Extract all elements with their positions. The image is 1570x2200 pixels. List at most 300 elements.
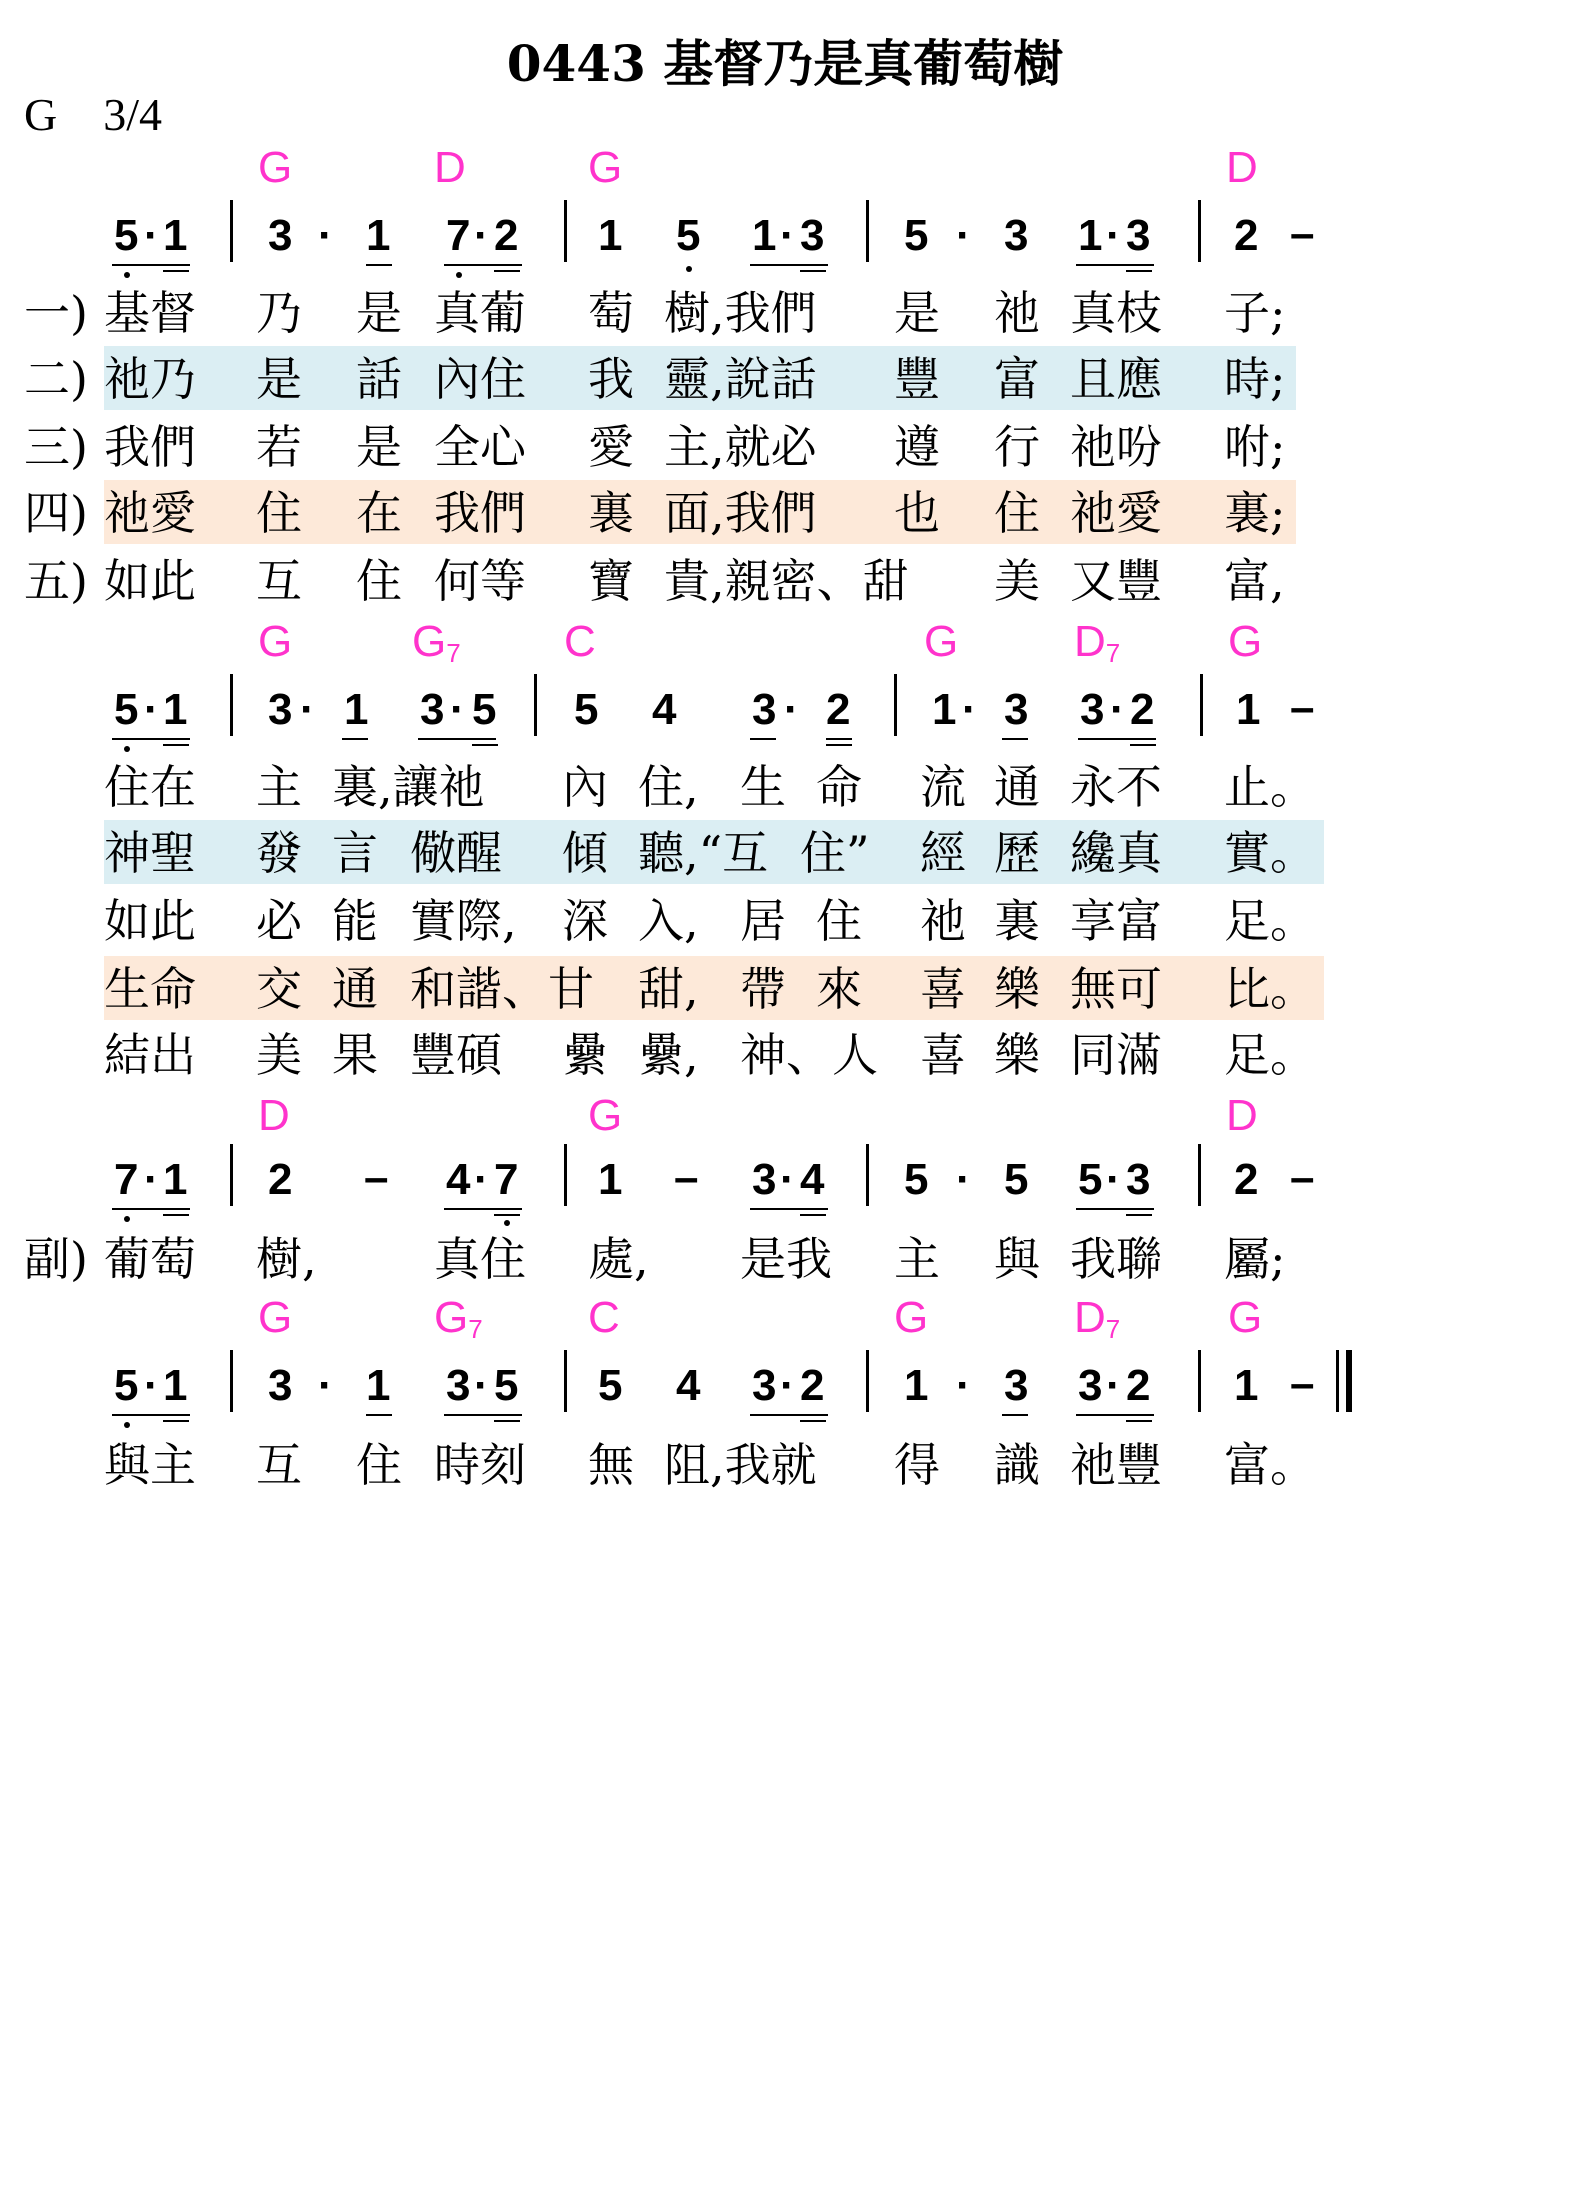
lyric-syllable: 深 xyxy=(562,894,608,948)
note: 3 xyxy=(1004,1361,1029,1410)
low-octave-dot xyxy=(124,272,130,278)
lyric-syllable: 和諧、甘 xyxy=(410,962,594,1016)
underline xyxy=(494,270,520,272)
underline xyxy=(800,270,826,272)
note: 3 xyxy=(420,685,445,734)
lyric-syllable: 如此 xyxy=(104,554,196,608)
underline xyxy=(1078,738,1156,740)
lyric-syllable: 實。 xyxy=(1224,826,1316,880)
chord-symbol: D xyxy=(258,1091,290,1140)
underline xyxy=(1126,270,1152,272)
lyric-syllable: 真葡 xyxy=(434,286,526,340)
note: 3 xyxy=(1078,1361,1103,1410)
chord-symbol: C xyxy=(588,1293,620,1342)
lyric-syllable: 住 xyxy=(256,486,302,540)
note: 4 xyxy=(676,1361,701,1410)
lyric-syllable: 祂愛 xyxy=(1070,486,1162,540)
note: 5 xyxy=(676,211,701,260)
note: 1 xyxy=(904,1361,929,1410)
note-dot: · xyxy=(956,211,971,260)
lyric-syllable: 豐碩 xyxy=(410,1028,502,1082)
chord-extension: 7 xyxy=(1105,638,1121,668)
lyric-syllable: 交 xyxy=(256,962,302,1016)
lyric-syllable: 主 xyxy=(256,760,302,814)
note: 2 xyxy=(494,211,519,260)
lyric-syllable: 通 xyxy=(994,760,1040,814)
lyric-syllable: 聽,“互 xyxy=(638,826,769,880)
lyric-syllable: 神、人 xyxy=(740,1028,878,1082)
lyric-syllable: 與主 xyxy=(104,1438,196,1492)
lyric-syllable: 富。 xyxy=(1224,1438,1316,1492)
chord-symbol: G xyxy=(258,1293,293,1342)
lyric-syllable: 寶 xyxy=(588,554,634,608)
note-dash: – xyxy=(1290,683,1315,732)
final-bar-thin xyxy=(1336,1350,1339,1412)
underline xyxy=(163,270,189,272)
chord-symbol: D xyxy=(1226,143,1258,192)
lyric-syllable: 咐; xyxy=(1224,420,1286,474)
note-dot: · xyxy=(784,685,799,734)
lyric-syllable: 又豐 xyxy=(1070,554,1162,608)
note-dot: · xyxy=(780,211,795,260)
note-dot: · xyxy=(144,1361,159,1410)
lyric-syllable: 真枝 xyxy=(1070,286,1162,340)
lyric-syllable: 結出 xyxy=(104,1028,196,1082)
verse-label: 三) xyxy=(24,420,88,474)
lyric-syllable: 祂愛 xyxy=(104,486,196,540)
note: 3 xyxy=(268,1361,293,1410)
note: 5 xyxy=(1004,1155,1029,1204)
bar-line xyxy=(230,674,233,736)
chord-symbol: G xyxy=(924,617,959,666)
note-dot: · xyxy=(450,685,465,734)
chord-symbol: G xyxy=(1228,617,1263,666)
lyric-syllable: 傾 xyxy=(562,826,608,880)
note-dot: · xyxy=(1110,685,1125,734)
lyric-syllable: 祂吩 xyxy=(1070,420,1162,474)
note-dash: – xyxy=(1290,1153,1315,1202)
lyric-syllable: 足。 xyxy=(1224,894,1316,948)
lyric-syllable: 識 xyxy=(994,1438,1040,1492)
lyric-syllable: 甜, xyxy=(638,962,699,1016)
underline xyxy=(163,1420,189,1422)
lyric-syllable: 神聖 xyxy=(104,826,196,880)
lyric-syllable: 喜 xyxy=(920,962,966,1016)
lyric-syllable: 貴,親密、甜 xyxy=(664,554,909,608)
note-dot: · xyxy=(474,211,489,260)
lyric-syllable: 我們 xyxy=(104,420,196,474)
chord-symbol: G xyxy=(258,617,293,666)
note: 1 xyxy=(163,1361,188,1410)
chord-extension: 7 xyxy=(446,638,461,668)
note-dot: · xyxy=(474,1361,489,1410)
note: 2 xyxy=(800,1361,825,1410)
underline xyxy=(472,744,498,746)
underline xyxy=(1002,738,1028,740)
chord-symbol: G xyxy=(588,143,623,192)
note: 5 xyxy=(904,211,929,260)
lyric-syllable: 是我 xyxy=(740,1232,832,1286)
low-octave-dot xyxy=(124,1216,130,1222)
underline xyxy=(444,1414,522,1416)
lyric-syllable: 且應 xyxy=(1070,352,1162,406)
note: 7 xyxy=(114,1155,139,1204)
note-dot: · xyxy=(956,1361,971,1410)
lyric-syllable: 住 xyxy=(356,554,402,608)
lyric-syllable: 互 xyxy=(256,1438,302,1492)
underline xyxy=(1076,1414,1154,1416)
note: 3 xyxy=(752,685,777,734)
chord-symbol xyxy=(412,617,461,668)
note-dot: · xyxy=(144,211,159,260)
underline xyxy=(163,1214,189,1216)
lyric-syllable: 在 xyxy=(356,486,402,540)
chorus-label: 副) xyxy=(24,1232,88,1286)
note: 7 xyxy=(494,1155,519,1204)
note: 5 xyxy=(472,685,497,734)
note: 2 xyxy=(1234,211,1259,260)
bar-line xyxy=(534,674,537,736)
note: 1 xyxy=(1078,211,1103,260)
chord-symbol: G xyxy=(258,143,293,192)
lyric-syllable: 儆醒 xyxy=(410,826,502,880)
note: 5 xyxy=(1078,1155,1103,1204)
note: 1 xyxy=(598,1155,623,1204)
lyric-syllable: 得 xyxy=(894,1438,940,1492)
note: 3 xyxy=(1080,685,1105,734)
chord-symbol: G xyxy=(894,1293,929,1342)
lyric-syllable: 是 xyxy=(894,286,940,340)
note: 4 xyxy=(446,1155,471,1204)
lyric-syllable: 裏; xyxy=(1224,486,1286,540)
note: 5 xyxy=(494,1361,519,1410)
lyric-syllable: 來 xyxy=(816,962,862,1016)
lyric-syllable: 愛 xyxy=(588,420,634,474)
chord-root: D xyxy=(1074,617,1106,666)
note: 2 xyxy=(1126,1361,1151,1410)
note: 3 xyxy=(752,1155,777,1204)
note: 1 xyxy=(163,1155,188,1204)
lyric-syllable: 時; xyxy=(1224,352,1286,406)
note: 1 xyxy=(163,211,188,260)
underline xyxy=(342,738,368,740)
note: 3 xyxy=(800,211,825,260)
underline xyxy=(494,1420,520,1422)
lyric-syllable: 富 xyxy=(994,352,1040,406)
low-octave-dot xyxy=(686,266,692,272)
bar-line xyxy=(866,1144,869,1206)
lyric-syllable: 言 xyxy=(332,826,378,880)
note-dot: · xyxy=(780,1155,795,1204)
verse-label: 一) xyxy=(24,286,88,340)
low-octave-dot xyxy=(456,272,462,278)
lyric-syllable: 子; xyxy=(1224,286,1286,340)
lyric-syllable: 祂 xyxy=(994,286,1040,340)
lyric-syllable: 命 xyxy=(816,760,862,814)
note: 1 xyxy=(932,685,957,734)
chord-symbol: C xyxy=(564,617,596,666)
lyric-syllable: 萄 xyxy=(588,286,634,340)
lyric-syllable: 葡萄 xyxy=(104,1232,196,1286)
lyric-syllable: 樹,我們 xyxy=(664,286,817,340)
note-dash: – xyxy=(1290,209,1315,258)
underline xyxy=(112,1414,190,1416)
lyric-syllable: 靈,說話 xyxy=(664,352,817,406)
bar-line xyxy=(894,674,897,736)
note: 3 xyxy=(268,211,293,260)
time-signature: 3/4 xyxy=(103,89,163,140)
lyric-syllable: 永不 xyxy=(1070,760,1162,814)
underline xyxy=(800,1420,826,1422)
lyric-syllable: 入, xyxy=(638,894,699,948)
lyric-syllable: 富, xyxy=(1224,554,1285,608)
verse-label: 四) xyxy=(24,486,88,540)
note: 2 xyxy=(826,685,851,734)
underline xyxy=(418,738,496,740)
lyric-syllable: 喜 xyxy=(920,1028,966,1082)
underline xyxy=(163,744,189,746)
lyric-syllable: 阻,我就 xyxy=(664,1438,817,1492)
bar-line xyxy=(1198,1350,1201,1412)
lyric-syllable: 同滿 xyxy=(1070,1028,1162,1082)
lyric-syllable: 內住 xyxy=(434,352,526,406)
lyric-syllable: 是 xyxy=(356,420,402,474)
lyric-syllable: 生命 xyxy=(104,962,196,1016)
note: 1 xyxy=(344,685,369,734)
bar-line xyxy=(866,200,869,262)
lyric-syllable: 無 xyxy=(588,1438,634,1492)
chord-symbol: D xyxy=(434,143,466,192)
underline xyxy=(112,1208,190,1210)
chord-symbol: G xyxy=(588,1091,623,1140)
lyric-syllable: 遵 xyxy=(894,420,940,474)
chord-extension: 7 xyxy=(468,1314,483,1344)
note-dot: · xyxy=(962,685,977,734)
bar-line xyxy=(230,200,233,262)
note: 1 xyxy=(1236,685,1261,734)
lyric-syllable: 話 xyxy=(356,352,402,406)
hymn-title: 0443 基督乃是真葡萄樹 xyxy=(506,34,1064,93)
note-dot: · xyxy=(144,685,159,734)
note: 1 xyxy=(366,211,391,260)
lyric-syllable: 住 xyxy=(356,1438,402,1492)
underline xyxy=(750,264,828,266)
chord-root: G xyxy=(412,617,447,666)
underline xyxy=(1126,1420,1152,1422)
note: 3 xyxy=(1004,211,1029,260)
lyric-syllable: 比。 xyxy=(1224,962,1316,1016)
note: 3 xyxy=(268,685,293,734)
chord-symbol xyxy=(1074,617,1121,668)
note-dot: · xyxy=(318,211,333,260)
underline xyxy=(1002,1414,1028,1416)
note-dot: · xyxy=(144,1155,159,1204)
note-dot: · xyxy=(1106,1361,1121,1410)
bar-line xyxy=(564,200,567,262)
lyric-syllable: 歷 xyxy=(994,826,1040,880)
underline xyxy=(826,738,852,740)
bar-line xyxy=(230,1144,233,1206)
note: 3 xyxy=(1126,211,1151,260)
lyric-syllable: 美 xyxy=(256,1028,302,1082)
underline xyxy=(750,1414,828,1416)
underline xyxy=(826,744,852,746)
note-dash: – xyxy=(364,1153,389,1202)
bar-line xyxy=(564,1144,567,1206)
note: 5 xyxy=(598,1361,623,1410)
lyric-syllable: 樹, xyxy=(256,1232,317,1286)
lyric-syllable: 居 xyxy=(740,894,786,948)
lyric-syllable: 豐 xyxy=(894,352,940,406)
underline xyxy=(1076,1208,1154,1210)
chord-symbol: D xyxy=(1226,1091,1258,1140)
lyric-syllable: 住” xyxy=(800,826,870,880)
note: 7 xyxy=(446,211,471,260)
bar-line xyxy=(230,1350,233,1412)
chord-symbol xyxy=(434,1293,483,1344)
lyric-syllable: 何等 xyxy=(434,554,526,608)
note: 3 xyxy=(446,1361,471,1410)
lyric-syllable: 流 xyxy=(920,760,966,814)
key-name: G xyxy=(24,89,58,140)
lyric-syllable: 也 xyxy=(894,486,940,540)
lyric-syllable: 基督 xyxy=(104,286,196,340)
chord-root: D xyxy=(1074,1293,1106,1342)
lyric-syllable: 處, xyxy=(588,1232,649,1286)
low-octave-dot xyxy=(504,1220,510,1226)
underline xyxy=(494,1214,520,1216)
lyric-syllable: 纍, xyxy=(638,1028,699,1082)
underline xyxy=(750,738,776,740)
lyric-syllable: 美 xyxy=(994,554,1040,608)
note: 5 xyxy=(574,685,599,734)
key-signature xyxy=(24,88,208,141)
note: 1 xyxy=(366,1361,391,1410)
note: 2 xyxy=(1234,1155,1259,1204)
note: 3 xyxy=(752,1361,777,1410)
lyric-syllable: 我聯 xyxy=(1070,1232,1162,1286)
low-octave-dot xyxy=(124,1422,130,1428)
underline xyxy=(800,1214,826,1216)
note: 1 xyxy=(598,211,623,260)
lyric-syllable: 是 xyxy=(356,286,402,340)
note-dot: · xyxy=(300,685,315,734)
note: 2 xyxy=(268,1155,293,1204)
lyric-syllable: 纔真 xyxy=(1070,826,1162,880)
note: 3 xyxy=(1004,685,1029,734)
lyric-syllable: 纍 xyxy=(562,1028,608,1082)
lyric-syllable: 互 xyxy=(256,554,302,608)
lyric-syllable: 與 xyxy=(994,1232,1040,1286)
chord-symbol xyxy=(1074,1293,1121,1344)
underline xyxy=(1130,744,1156,746)
lyric-syllable: 內 xyxy=(562,760,608,814)
underline xyxy=(112,264,190,266)
lyric-syllable: 發 xyxy=(256,826,302,880)
lyric-syllable: 住, xyxy=(638,760,699,814)
lyric-syllable: 祂豐 xyxy=(1070,1438,1162,1492)
lyric-syllable: 主,就必 xyxy=(664,420,817,474)
verse-label: 五) xyxy=(24,554,88,608)
note-dot: · xyxy=(780,1361,795,1410)
note-dot: · xyxy=(1106,211,1121,260)
chord-extension: 7 xyxy=(1105,1314,1121,1344)
lyric-syllable: 無可 xyxy=(1070,962,1162,1016)
lyric-syllable: 帶 xyxy=(740,962,786,1016)
lyric-syllable: 生 xyxy=(740,760,786,814)
lyric-syllable: 全心 xyxy=(434,420,526,474)
underline xyxy=(750,1208,828,1210)
note: 4 xyxy=(652,685,677,734)
underline xyxy=(444,264,522,266)
underline xyxy=(366,1414,392,1416)
chord-symbol: G xyxy=(1228,1293,1263,1342)
bar-line xyxy=(1198,1144,1201,1206)
lyric-syllable: 真住 xyxy=(434,1232,526,1286)
lyric-syllable: 住 xyxy=(994,486,1040,540)
note: 5 xyxy=(114,1361,139,1410)
lyric-syllable: 行 xyxy=(994,420,1040,474)
lyric-syllable: 面,我們 xyxy=(664,486,817,540)
lyric-syllable: 是 xyxy=(256,352,302,406)
lyric-syllable: 實際, xyxy=(410,894,517,948)
lyric-syllable: 經 xyxy=(920,826,966,880)
lyric-syllable: 能 xyxy=(332,894,378,948)
note-dot: · xyxy=(1106,1155,1121,1204)
note: 1 xyxy=(752,211,777,260)
lyric-syllable: 屬; xyxy=(1224,1232,1286,1286)
bar-line xyxy=(1200,674,1203,736)
lyric-syllable: 祂乃 xyxy=(104,352,196,406)
lyric-syllable: 必 xyxy=(256,894,302,948)
lyric-syllable: 祂 xyxy=(920,894,966,948)
lyric-syllable: 住 xyxy=(816,894,862,948)
bar-line xyxy=(866,1350,869,1412)
lyric-syllable: 我 xyxy=(588,352,634,406)
lyric-syllable: 享富 xyxy=(1070,894,1162,948)
note: 3 xyxy=(1126,1155,1151,1204)
note: 4 xyxy=(800,1155,825,1204)
note: 2 xyxy=(1130,685,1155,734)
lyric-syllable: 若 xyxy=(256,420,302,474)
note-dot: · xyxy=(318,1361,333,1410)
lyric-syllable: 我們 xyxy=(434,486,526,540)
lyric-syllable: 裏,讓祂 xyxy=(332,760,485,814)
lyric-syllable: 乃 xyxy=(256,286,302,340)
verse-label: 二) xyxy=(24,352,88,406)
note: 1 xyxy=(163,685,188,734)
underline xyxy=(444,1208,522,1210)
note: 5 xyxy=(904,1155,929,1204)
note: 1 xyxy=(1234,1361,1259,1410)
note-dash: – xyxy=(1290,1359,1315,1408)
lyric-syllable: 止。 xyxy=(1224,760,1316,814)
lyric-syllable: 樂 xyxy=(994,1028,1040,1082)
lyric-syllable: 果 xyxy=(332,1028,378,1082)
lyric-syllable: 住在 xyxy=(104,760,196,814)
underline xyxy=(366,264,392,266)
lyric-syllable: 時刻 xyxy=(434,1438,526,1492)
bar-line xyxy=(564,1350,567,1412)
lyric-syllable: 足。 xyxy=(1224,1028,1316,1082)
low-octave-dot xyxy=(124,746,130,752)
chord-root: G xyxy=(434,1293,469,1342)
lyric-syllable: 如此 xyxy=(104,894,196,948)
underline xyxy=(1126,1214,1152,1216)
bar-line xyxy=(1198,200,1201,262)
lyric-syllable: 通 xyxy=(332,962,378,1016)
note-dot: · xyxy=(474,1155,489,1204)
